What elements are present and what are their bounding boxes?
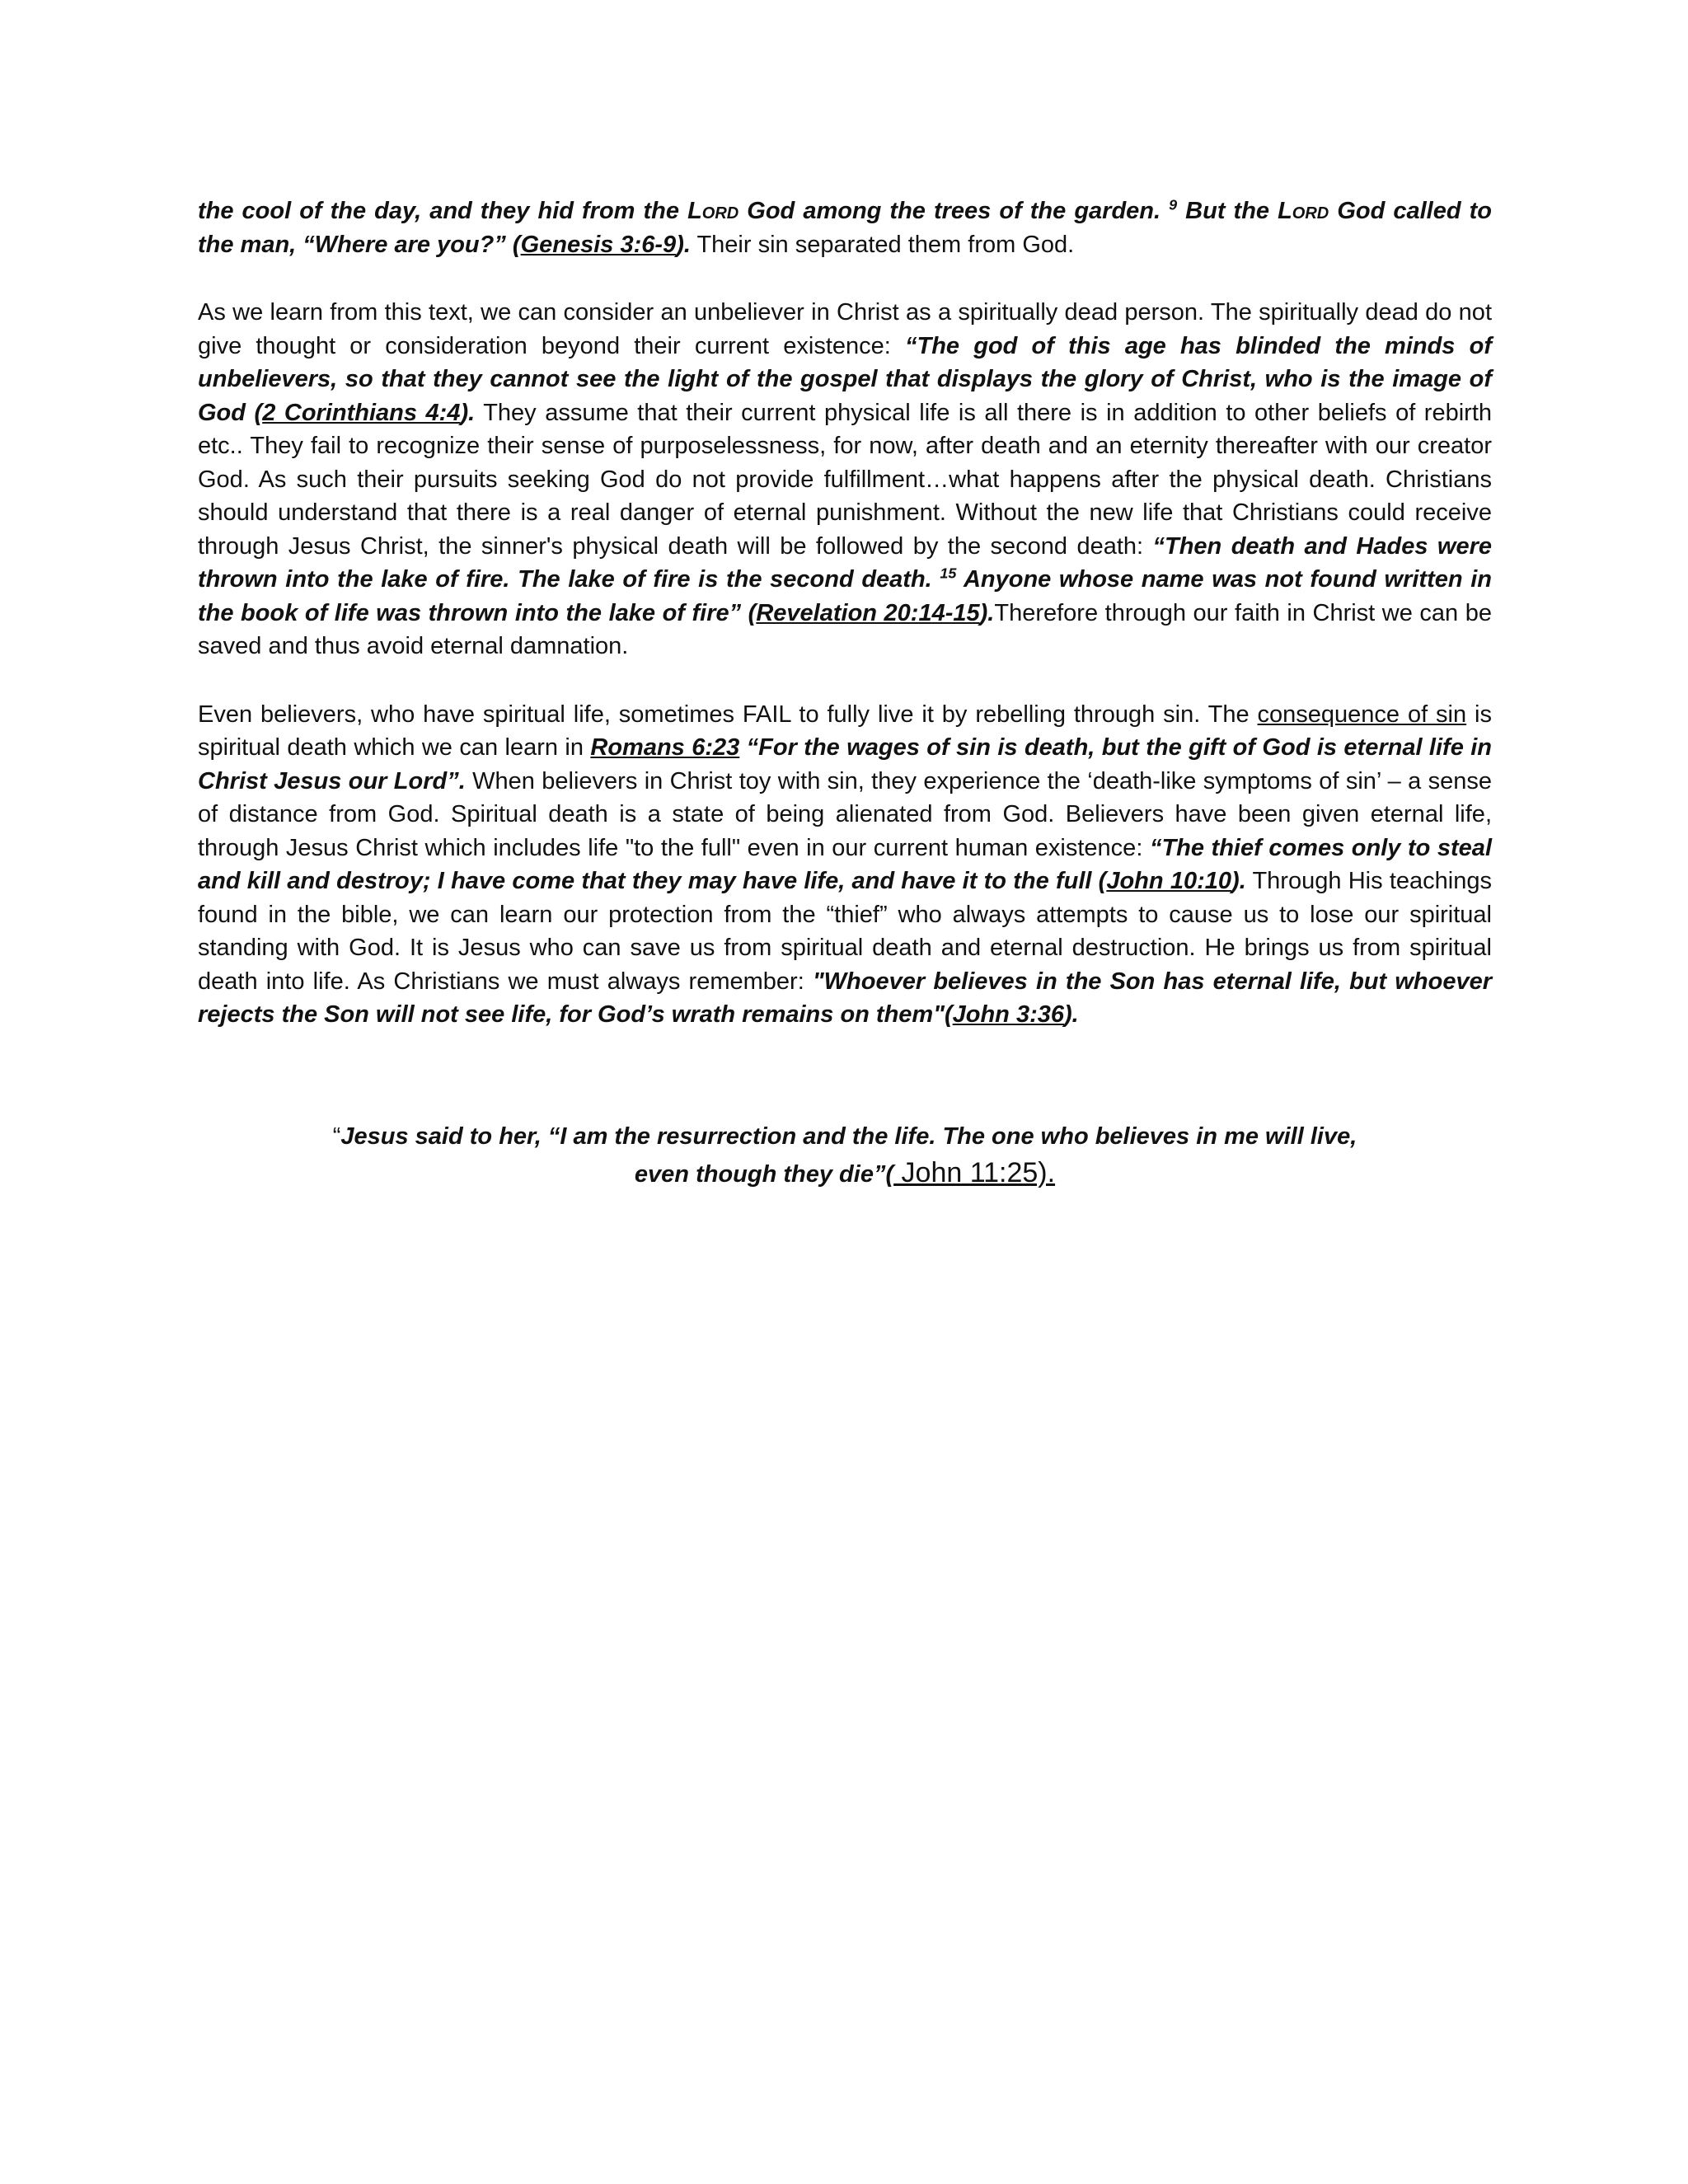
scripture-quote: “The thief comes only to steal and kill and destroy; I have come that they may have life, and have it to the full ( [198,834,1492,894]
closing-quote [198,1118,1492,1193]
verse-number: 15 [940,565,957,582]
closing-quote-line-1 [198,1118,1492,1155]
verse-number: 9 [1169,196,1178,213]
paragraph-believers [198,698,1492,1032]
closing-quote-text: even though they die”( [634,1161,894,1188]
scripture-quote: "Whoever believes in the Son has eternal life, but whoever rejects the Son will not see life, for God’s wrath remains on them"( [198,968,1492,1028]
closing-quote-line-2 [198,1155,1492,1193]
lord-smallcaps: Lord [687,198,739,224]
body-sentence: Therefore through our faith in Christ we can be saved and thus avoid eternal damnation. [198,599,1492,659]
body-sentence: They assume that their current physical life is all there is in addition to other beliefs of rebirth etc.. They fail to recognize their sense of purposelessness, for now, after death and an eternity thereafter with our creator God. As such their pursuits seeking God do not provide fulfillment…what happens after the physical death. Christians should understand that there is a real danger of eternal punishment. Without the new life that Christians could receive through Jesus Christ, the sinner's physical death will be followed by the second death: [198,399,1493,560]
body-sentence: Their sin separated them from God. [690,231,1075,258]
scripture-quote: ). [1231,868,1246,894]
body-sentence: is spiritual death which we can learn in [198,701,1492,761]
scripture-quote: “Then death and Hades were thrown into the lake of fire. The lake of fire is the second death. [198,532,1493,593]
scripture-reference-link[interactable]: Romans 6:23 [590,734,740,761]
closing-quote-text: Jesus said to her, “I am the resurrection and the life. The one who believes in me will live, [340,1123,1357,1150]
scripture-quote: ). [979,599,995,626]
scripture-quote: God called to the man, “Where are you?” ( [198,198,1492,258]
scripture-quote: “For the wages of sin is death, but the gift of God is eternal life in Christ Jesus our Lord”. [198,734,1492,794]
opening-quote-mark: “ [332,1123,341,1150]
scripture-reference-link[interactable]: John 11:25). [893,1157,1056,1188]
scripture-quote: the cool of the day, and they hid from the [198,198,688,224]
scripture-quote: ). [1064,1001,1079,1028]
body-sentence: Even believers, who have spiritual life, sometimes FAIL to fully live it by rebelling through sin. The [198,701,1258,728]
scripture-quote: ). [460,399,476,426]
scripture-reference-link[interactable]: Revelation 20:14-15 [756,599,980,626]
paragraph-genesis [198,194,1492,261]
lord-smallcaps: Lord [1278,198,1329,224]
scripture-quote: “The god of this age has blinded the minds of unbelievers, so that they cannot see the light of the gospel that displays the glory of Christ, who is the image of God ( [198,332,1492,426]
scripture-reference-link[interactable]: 2 Corinthians 4:4 [262,399,461,426]
scripture-reference-link[interactable]: John 10:10 [1106,868,1232,894]
body-sentence: When believers in Christ toy with sin, they experience the ‘death-like symptoms of sin’ – a sense of distance from God. Spiritual death is a state of being alienated from God. Believers have been given eternal life, through Jesus Christ which includes life "to the full" even in our current human existence: [198,767,1492,861]
consequence-of-sin-link[interactable]: consequence of sin [1257,701,1467,728]
body-text [198,194,1492,1066]
scripture-quote: Anyone whose name was not found written in the book of life was thrown into the lake of fire” ( [198,566,1493,626]
scripture-quote: But the [1177,198,1278,224]
body-sentence: As we learn from this text, we can consider an unbeliever in Christ as a spiritually dead person. The spiritually dead do not give thought or consideration beyond their current existence: [198,299,1492,359]
scripture-quote: God among the trees of the garden. [738,198,1170,224]
scripture-reference-link[interactable]: John 3:36 [952,1001,1064,1028]
scripture-reference-link[interactable]: Genesis 3:6-9 [520,231,677,258]
scripture-quote: ). [676,231,691,258]
body-sentence: Through His teachings found in the bible, we can learn our protection from the “thief” who always attempts to cause us to lose our spiritual standing with God. It is Jesus who can save us from spiritual death and eternal destruction. He brings us from spiritual death into life. As Christians we must always remember: [198,868,1492,995]
paragraph-unbelievers [198,296,1492,663]
